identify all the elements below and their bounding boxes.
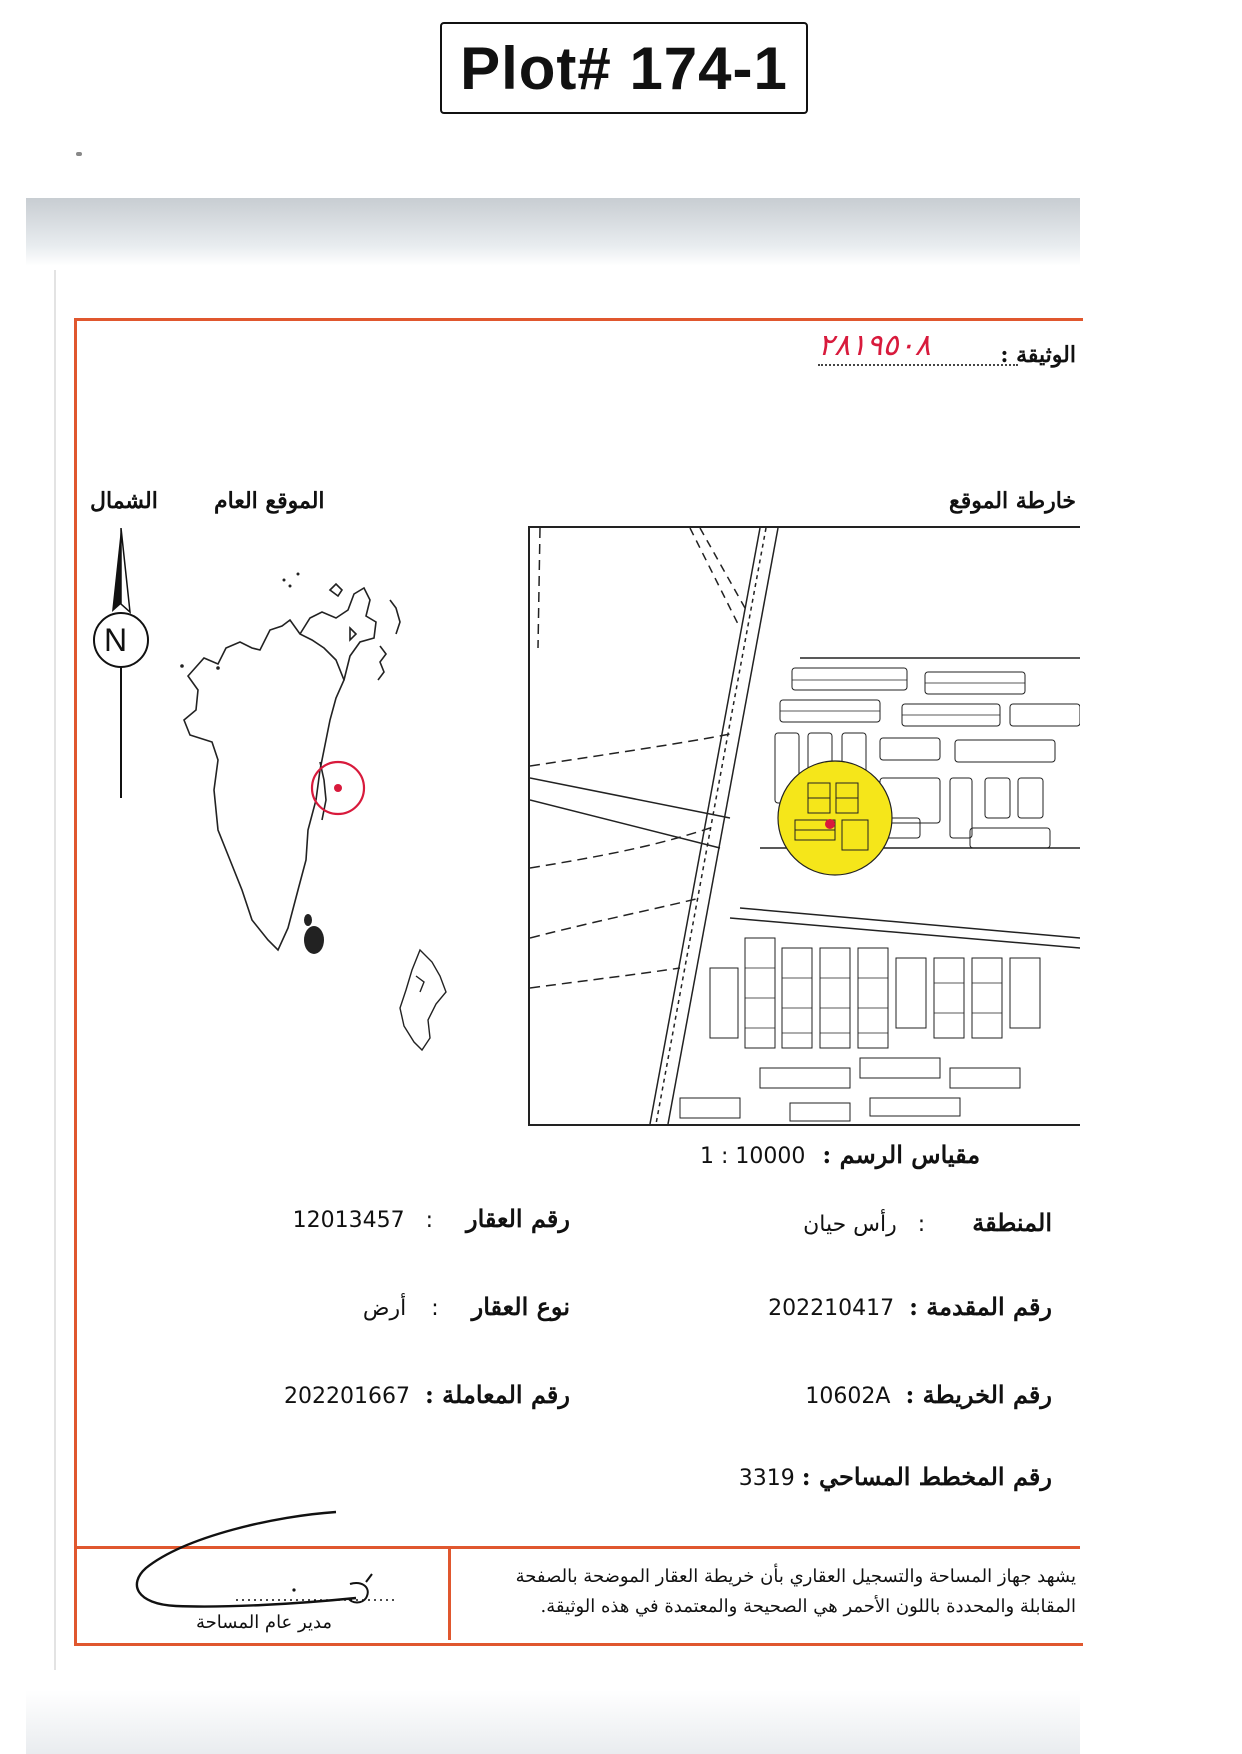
survey-plan-field: [739, 1462, 1052, 1491]
document-number-value: ٢٨١٩٥٠٨: [818, 328, 931, 363]
application-number-label: رقم المقدمة :: [909, 1292, 1052, 1321]
scan-shadow-top: [26, 198, 1080, 266]
region-field: [803, 1208, 1052, 1237]
document-number-label: الوثيقة :: [1000, 342, 1076, 368]
scale-value: 1 : 10000: [700, 1144, 806, 1169]
scan-speck: [76, 152, 82, 156]
certification-line-2: المقابلة والمحددة باللون الأحمر هي الصحيحة والمعتمدة في هذه الوثيقة.: [540, 1596, 1076, 1617]
north-arrow-icon: [86, 528, 156, 808]
certification-text: [496, 1562, 1076, 1622]
footer-column-divider: [448, 1546, 451, 1640]
property-number-label: رقم العقار: [466, 1204, 570, 1233]
property-number-field: [293, 1204, 570, 1233]
region-value: رأس حيان: [803, 1212, 897, 1237]
property-type-field: [363, 1292, 570, 1321]
scale-row: [700, 1140, 980, 1169]
north-letter: N: [104, 622, 128, 658]
site-map-heading: خارطة الموقع: [948, 488, 1076, 514]
site-map: [528, 526, 1080, 1126]
transaction-number-value: 202201667: [283, 1384, 410, 1409]
application-number-value: 202210417: [768, 1296, 895, 1321]
scale-label: مقياس الرسم :: [822, 1140, 981, 1169]
application-number-field: [768, 1292, 1052, 1321]
scan-shadow-bottom: [26, 1690, 1080, 1754]
plot-title-box: [440, 22, 808, 114]
survey-plan-label: رقم المخطط المساحي :: [801, 1462, 1052, 1491]
north-heading: الشمال: [90, 488, 158, 514]
colon: :: [431, 1296, 439, 1321]
survey-plan-value: 3319: [738, 1466, 795, 1491]
property-number-value: 12013457: [292, 1208, 405, 1233]
colon: :: [425, 1208, 433, 1233]
document-number-dotted-line: [818, 364, 1018, 366]
transaction-number-field: [284, 1380, 570, 1409]
general-location-map: [160, 530, 460, 1070]
transaction-number-label: رقم المعاملة :: [424, 1380, 570, 1409]
property-type-label: نوع العقار: [471, 1292, 570, 1321]
director-title: مدير عام المساحة: [196, 1612, 333, 1633]
director-signature: [126, 1508, 406, 1614]
region-label: المنطقة: [972, 1208, 1052, 1237]
map-number-field: [805, 1380, 1052, 1409]
certification-line-1: يشهد جهاز المساحة والتسجيل العقاري بأن خريطة العقار الموضحة بالصفحة: [515, 1566, 1076, 1587]
general-location-heading: الموقع العام: [214, 488, 325, 514]
map-number-label: رقم الخريطة :: [905, 1380, 1052, 1409]
sheet-edge: [54, 270, 56, 1670]
plot-title: Plot# 174-1: [460, 34, 788, 102]
map-number-value: 10602A: [805, 1384, 891, 1409]
colon: :: [917, 1212, 926, 1237]
property-type-value: أرض: [362, 1296, 407, 1321]
